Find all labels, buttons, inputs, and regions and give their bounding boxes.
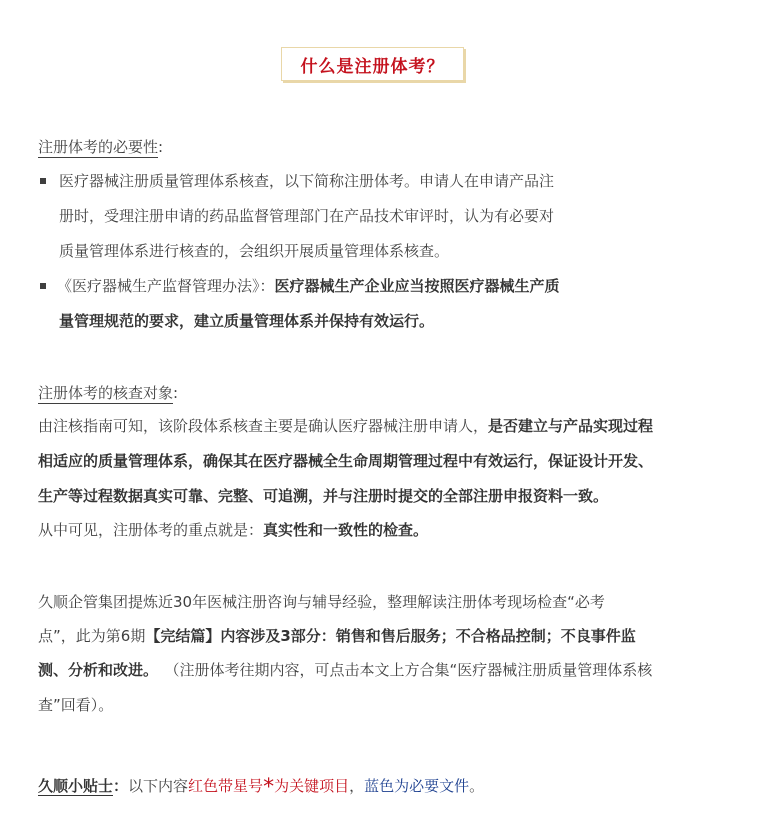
normal-text: 点”，此为第6期: [38, 627, 146, 645]
paragraph-line: 质量管理体系进行核查的，会组织开展质量管理体系核查。: [59, 242, 450, 260]
paragraph-line: 查”回看）。: [38, 696, 114, 714]
tip-text: 以下内容: [128, 777, 189, 795]
section-heading-text: 注册体考的核查对象: [38, 384, 174, 402]
bold-text: 测、分析和改进。: [38, 661, 159, 679]
article-title-box: [281, 47, 464, 81]
bold-text: 医疗器械生产企业应当按照医疗器械生产质: [274, 277, 560, 295]
bullet-icon: [40, 178, 46, 184]
tip-colon: ：: [113, 777, 129, 795]
paragraph-line: [57, 276, 560, 296]
tip-red-text: 红色带星号: [188, 777, 264, 795]
paragraph-line: 册时，受理注册申请的药品监督管理部门在产品技术审评时，认为有必要对: [59, 207, 555, 225]
normal-text: （注册体考往期内容，可点击本文上方合集“医疗器械注册质量管理体系核: [172, 661, 653, 679]
bold-text: 【完结篇】内容涉及3部分：销售和售后服务；不合格品控制；不良事件监: [145, 627, 636, 645]
article-title: 什么是注册体考？: [300, 56, 445, 77]
paragraph-line: [38, 520, 428, 540]
paragraph-line: 医疗器械注册质量管理体系核查，以下简称注册体考。申请人在申请产品注: [59, 172, 555, 190]
tip-red-text-2: 为关键项目: [274, 777, 350, 795]
tip-line: [38, 775, 485, 800]
paragraph-line: [38, 626, 636, 646]
tip-label: 久顺小贴士: [38, 777, 114, 795]
paragraph-line: [38, 660, 652, 680]
heading-colon: :: [158, 138, 164, 156]
tip-period: 。: [469, 777, 485, 795]
paragraph-line: 生产等过程数据真实可靠、完整、可追溯，并与注册时提交的全部注册申报资料一致。: [38, 487, 609, 505]
section-heading-text: 注册体考的必要性: [38, 138, 159, 156]
paragraph-line: 久顺企管集团提炼近30年医械注册咨询与辅导经验，整理解读注册体考现场检查“必考: [38, 593, 605, 611]
bold-text: 是否建立与产品实现过程: [488, 417, 654, 435]
normal-text: 从中可见，注册体考的重点就是：: [38, 521, 264, 539]
heading-colon: :: [173, 384, 179, 402]
tip-comma: ，: [349, 777, 365, 795]
bold-text: 真实性和一致性的检查。: [263, 521, 429, 539]
star-icon: *: [263, 775, 275, 800]
paragraph-line: 相适应的质量管理体系，确保其在医疗器械全生命周期管理过程中有效运行，保证设计开发、: [38, 452, 654, 470]
regulation-name: 《医疗器械生产监督管理办法》：: [57, 277, 275, 295]
section-heading-target: [38, 382, 178, 403]
section-heading-necessity: [38, 136, 163, 157]
paragraph-line: 量管理规范的要求，建立质量管理体系并保持有效运行。: [59, 312, 435, 330]
bullet-icon: [40, 283, 46, 289]
normal-text: 由注核指南可知，该阶段体系核查主要是确认医疗器械注册申请人，: [38, 417, 489, 435]
paragraph-line: [38, 416, 653, 436]
tip-blue-text: 蓝色为必要文件: [364, 777, 470, 795]
